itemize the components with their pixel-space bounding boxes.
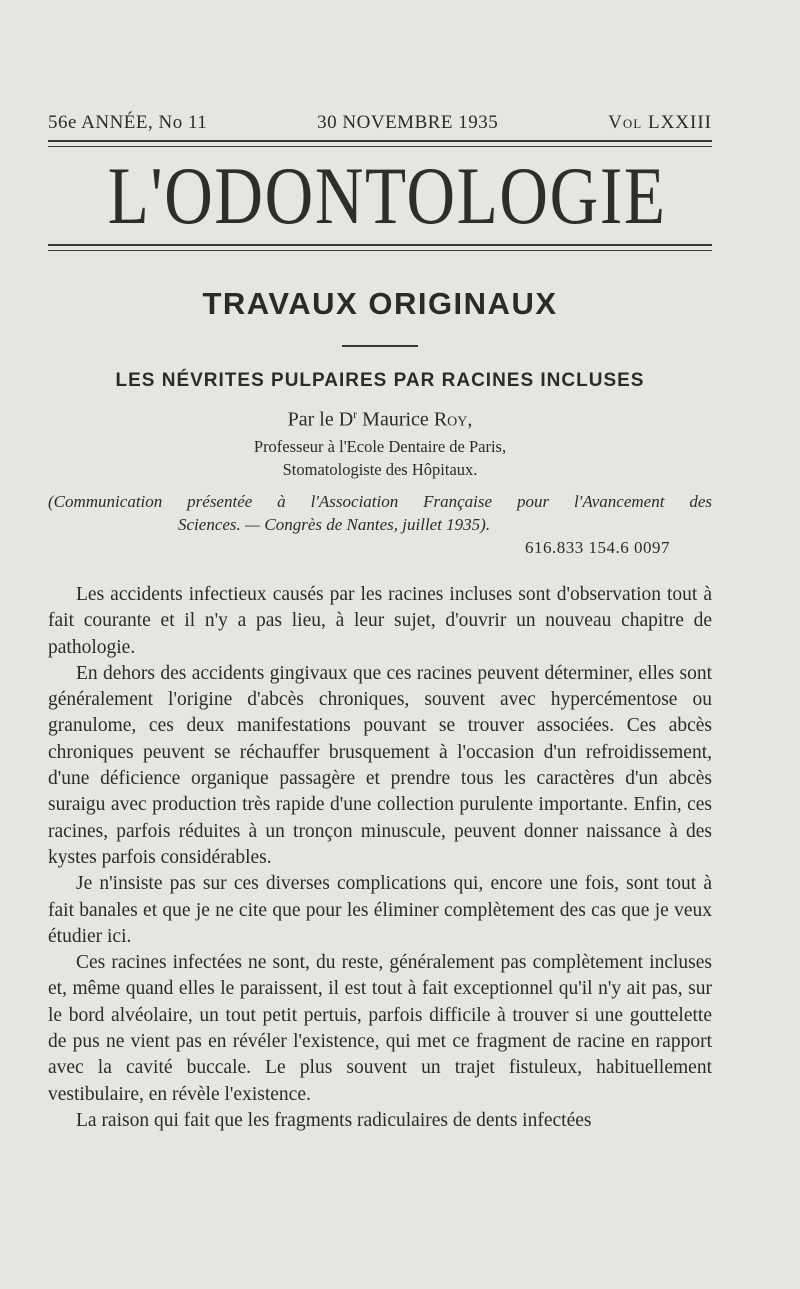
paragraph: Ces racines infectées ne sont, du reste, généralement pas complètement incluses et, même quand elles le paraissent, il est tout à fait exceptionnel qu'il n'y ait pas, sur le bord alvéolaire, un tout petit pertuis, parfois difficile à trouver si une gouttelette de pus ne vient pas en révéler l'existence, qui met ce fragment de racine en rapport avec la cavité buccale. Le plus souvent un trajet fistuleux, habituellement vestibulaire, en révèle l'existence. [48,952,712,1105]
author-prefix: Par le D [287,408,354,431]
author-affiliation-1: Professeur à l'Ecole Dentaire de Paris, [253,437,507,456]
journal-masthead: L'ODONTOLOGIE [107,150,667,241]
section-title: TRAVAUX ORIGINAUX [202,286,558,321]
author-affiliation-2: Stomatologiste des Hôpitaux. [282,460,478,479]
paragraph: La raison qui fait que les fragments radiculaires de dents infectées [76,1109,592,1131]
communication-line-1: (Communication présentée à l'Association Française pour l'Avancement des [48,492,712,511]
communication-line-2: Sciences. — Congrès de Nantes, juillet 1935). [178,515,491,534]
paragraph: Je n'insiste pas sur ces diverses complications qui, encore une fois, sont tout à fait banales et que je ne cite que pour les éliminer complètement des cas que je veux étudier ici. [48,873,712,947]
paragraph: Les accidents infectieux causés par les racines incluses sont d'observation tout à fait courante et il n'y a pas lieu, à leur sujet, d'ouvrir un nouveau chapitre de pathologie. [48,584,712,658]
article-title: LES NÉVRITES PULPAIRES PAR RACINES INCLUSES [115,370,645,391]
masthead-rule [48,244,712,246]
section-divider [342,345,418,347]
article-body [48,582,712,1134]
masthead-rule-thin [48,250,712,251]
author-surname: Roy [433,408,468,431]
paragraph: En dehors des accidents gingivaux que ces racines peuvent déterminer, elles sont généralement l'origine d'abcès chroniques, souvent avec hypercémentose ou granulome, ces deux manifestations pouvant se trouver associées. Ces abcès chroniques peuvent se réchauffer brusquement à l'occasion d'un refroidissement, d'une déficience organique passagère et prendre tous les caractères d'un abcès suraigu avec production très rapide d'une collection purulente importante. Enfin, ces racines, parfois réduites à un tronçon minuscule, peuvent donner naissance à des kystes parfois considérables. [48,662,712,868]
author-suffix: , [467,408,473,431]
classification-code: 616.833 154.6 0097 [525,538,670,557]
issue-number: 56e ANNÉE, No 11 [48,112,208,133]
header-rule [48,140,712,142]
volume-number: Vol LXXIII [608,112,712,133]
author-name: Maurice [362,408,434,431]
author-line [48,407,712,432]
author-title-sup: r [353,407,358,421]
running-header [48,112,712,134]
issue-date: 30 NOVEMBRE 1935 [317,112,499,133]
header-rule-thin [48,146,712,147]
communication-note [48,490,712,536]
